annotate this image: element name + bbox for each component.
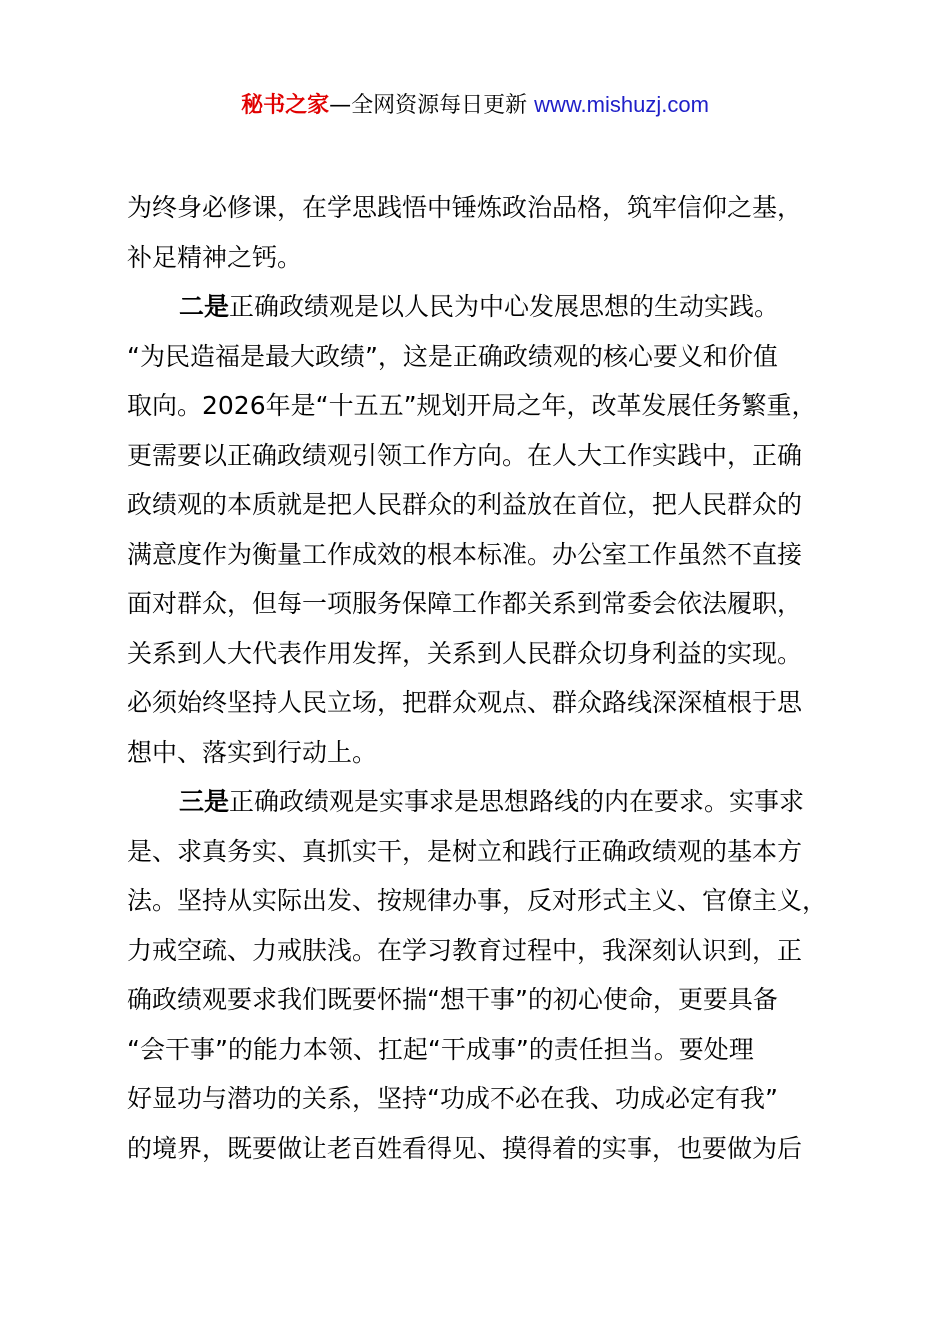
text-line: 好显功与潜功的关系，坚持“功成不必在我、功成必定有我” (127, 1084, 778, 1113)
text-line: 力戒空疏、力戒肤浅。在学习教育过程中，我深刻认识到，正 (127, 935, 803, 965)
website-url[interactable]: www.mishuzj.com (534, 92, 709, 117)
paragraph-start (127, 282, 839, 332)
text-line: 更需要以正确政绩观引领工作方向。在人大工作实践中，正确 (127, 440, 803, 470)
text-line: “会干事”的能力本领、扛起“干成事”的责任担当。要处理 (127, 1034, 754, 1064)
text-line: “为民造福是最大政绩”，这是正确政绩观的核心要义和价值 (127, 341, 778, 371)
paragraph-lead: 三是 (179, 787, 230, 816)
text-line: 想中、落实到行动上。 (127, 737, 378, 767)
text-line: 满意度作为衡量工作成效的根本标准。办公室工作虽然不直接 (127, 539, 803, 569)
text-line: 的境界，既要做让老百姓看得见、摸得着的实事，也要做为后 (127, 1133, 803, 1163)
text-span: 正确政绩观是以人民为中心发展思想的生动实践。 (229, 292, 780, 321)
text-line: 关系到人大代表作用发挥，关系到人民群众切身利益的实现。 (127, 638, 803, 668)
text-line: 必须始终坚持人民立场，把群众观点、群众路线深深植根于思 (127, 688, 803, 717)
brand-name: 秘书之家 (241, 93, 330, 118)
paragraph-start (127, 777, 839, 827)
text-line: 是、求真务实、真抓实干，是树立和践行正确政绩观的基本方 (127, 836, 803, 866)
text-line: 取向。2026年是“十五五”规划开局之年，改革发展任务繁重， (127, 391, 817, 420)
text-span: 正确政绩观是实事求是思想路线的内在要求。实事求 (229, 787, 805, 816)
text-line: 确政绩观要求我们既要怀揣“想干事”的初心使命，更要具备 (127, 985, 778, 1014)
text-line: 法。坚持从实际出发、按规律办事，反对形式主义、官僚主义， (127, 886, 828, 915)
text-line: 政绩观的本质就是把人民群众的利益放在首位，把人民群众的 (127, 490, 803, 519)
document-body (127, 183, 839, 1173)
text-line: 为终身必修课，在学思践悟中锤炼政治品格，筑牢信仰之基， (127, 193, 803, 222)
page-header (0, 88, 950, 123)
header-tagline: —全网资源每日更新 (329, 93, 535, 118)
paragraph-lead: 二是 (179, 292, 230, 321)
text-line: 补足精神之钙。 (127, 242, 303, 272)
text-line: 面对群众，但每一项服务保障工作都关系到常委会依法履职， (127, 589, 803, 618)
